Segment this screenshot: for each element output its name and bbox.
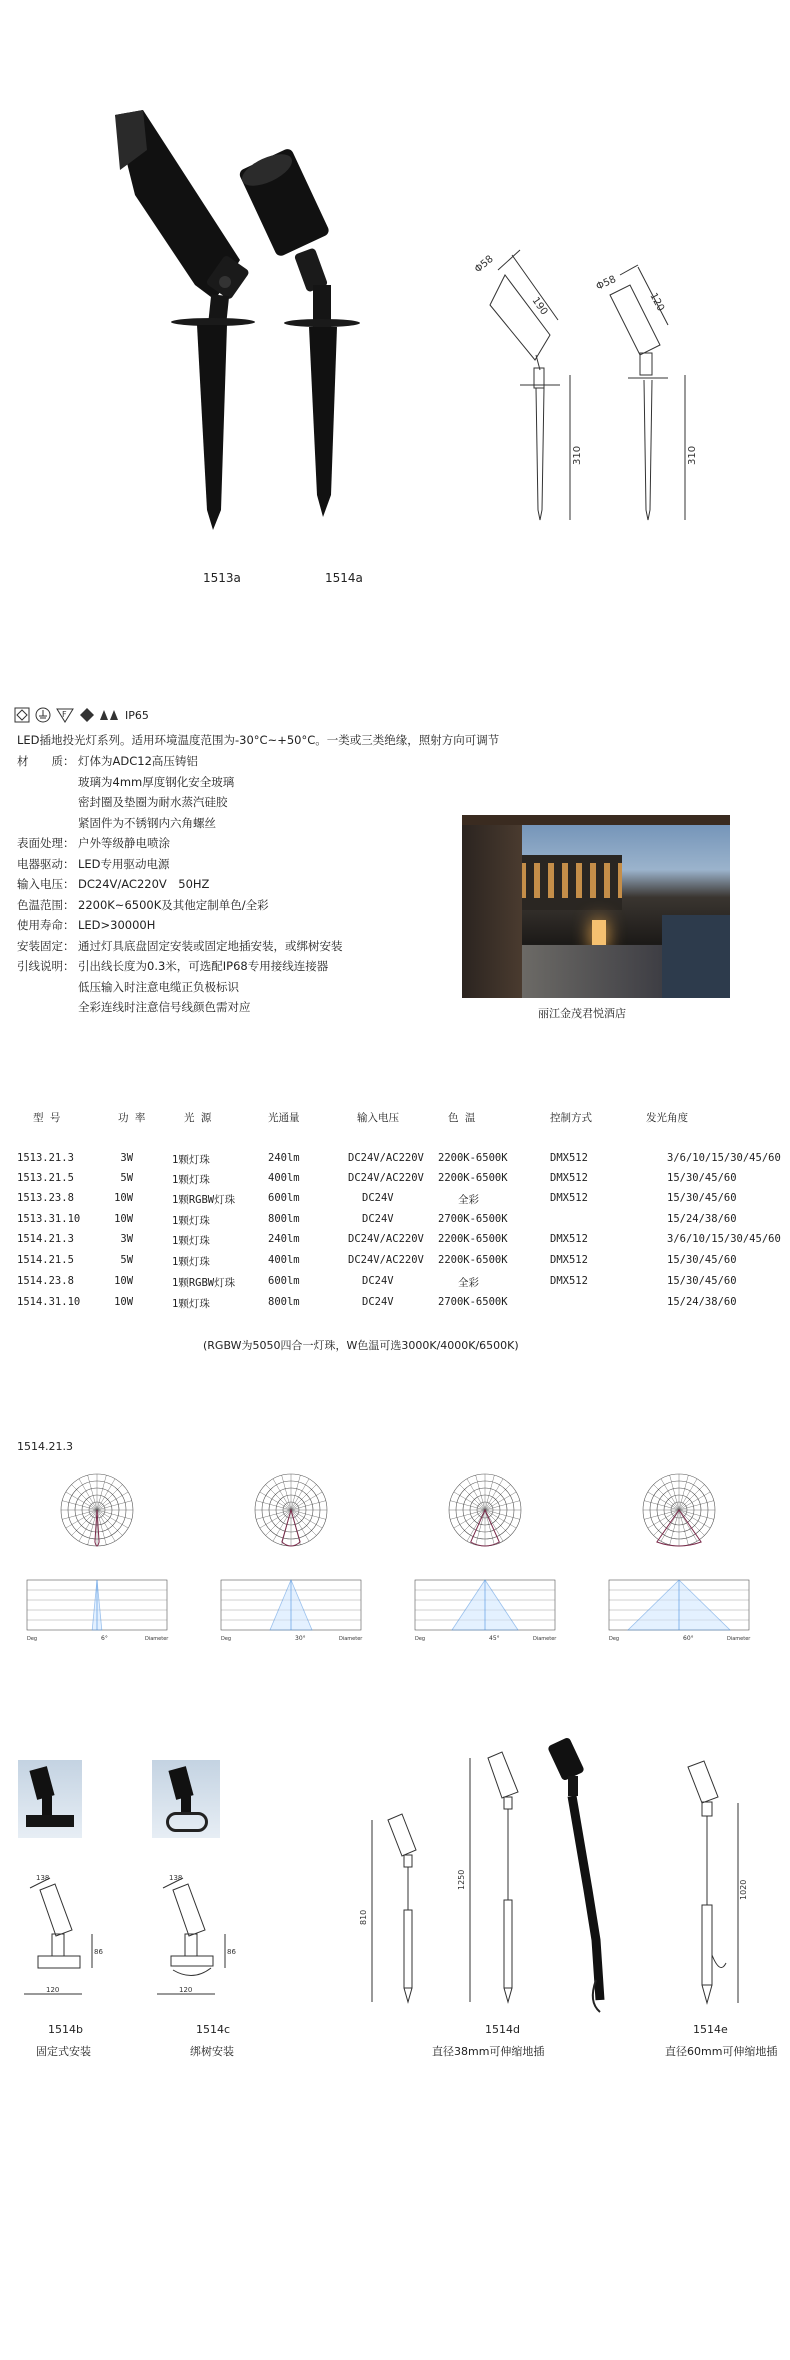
table-cell: 1颗RGBW灯珠 xyxy=(172,1277,236,1289)
table-cell: 800lm xyxy=(268,1296,300,1308)
spec-value: 密封圈及垫圈为耐水蒸汽硅胶 xyxy=(78,795,228,809)
install-label-1514d: 直径38mm可伸缩地插 xyxy=(432,2045,545,2058)
install-code-1514d: 1514d xyxy=(485,2023,520,2036)
table-cell: DC24V xyxy=(362,1192,394,1204)
install-code-1514e: 1514e xyxy=(693,2023,728,2036)
diameter-label: Diameter xyxy=(533,1636,557,1642)
spec-row xyxy=(17,813,457,834)
table-header-cell: 发光角度 xyxy=(646,1112,688,1124)
dim-height-1: 310 xyxy=(572,445,583,465)
table-cell: 1514.31.10 xyxy=(17,1296,81,1308)
install-label-1514c: 绑树安装 xyxy=(190,2045,234,2058)
spec-key: 安装固定： xyxy=(17,938,75,953)
dim-b-h2: 86 xyxy=(94,1948,103,1956)
install-photo-1514c xyxy=(152,1760,220,1838)
table-cell: 全彩 xyxy=(458,1277,479,1289)
ip-rating: IP65 xyxy=(125,708,149,722)
deg-label: Deg xyxy=(27,1636,38,1642)
dim-b-w: 120 xyxy=(46,1986,60,1994)
dim-e: 1020 xyxy=(739,1879,748,1900)
table-cell: 600lm xyxy=(268,1192,300,1204)
table-cell: DC24V/AC220V xyxy=(348,1172,424,1184)
table-cell: 2700K-6500K xyxy=(438,1213,508,1225)
dim-d-short: 810 xyxy=(359,1909,368,1925)
dim-diameter-1: Φ58 xyxy=(472,253,496,276)
table-header-cell: 控制方式 xyxy=(550,1112,592,1124)
table-cell: DC24V/AC220V xyxy=(348,1254,424,1266)
spec-row xyxy=(17,874,457,895)
table-cell: DC24V/AC220V xyxy=(348,1152,424,1164)
deg-label: Deg xyxy=(221,1636,232,1642)
spec-key: 输入电压： xyxy=(17,877,75,891)
install-label-1514e: 直径60mm可伸缩地插 xyxy=(665,2045,778,2058)
cert-icons xyxy=(14,707,149,723)
table-cell: 1514.21.5 xyxy=(17,1254,74,1266)
product-code-1514a: 1514a xyxy=(325,571,363,585)
photometric-chart xyxy=(211,1470,371,1660)
product-code-1513a: 1513a xyxy=(203,571,241,585)
beam-angle-label: 30° xyxy=(295,1635,306,1642)
product-photo-1513a xyxy=(95,110,245,540)
table-cell: 3W xyxy=(120,1233,134,1245)
table-cell: 1513.21.3 xyxy=(17,1152,74,1164)
spec-row xyxy=(17,751,457,772)
diameter-label: Diameter xyxy=(145,1636,169,1642)
spec-value: LED专用驱动电源 xyxy=(78,856,170,871)
install-drawing-1514b xyxy=(10,1870,110,2010)
table-cell: DMX512 xyxy=(550,1152,588,1164)
dim-height-2: 310 xyxy=(687,445,698,465)
table-cell: DMX512 xyxy=(550,1275,588,1287)
f-mark-icon xyxy=(56,707,74,723)
table-cell: 800lm xyxy=(268,1213,300,1225)
install-drawing-1514e xyxy=(660,1755,760,2015)
table-cell: 10W xyxy=(114,1275,134,1287)
spec-key: 使用寿命： xyxy=(17,918,75,932)
spec-value: 户外等级静电喷涂 xyxy=(78,836,170,850)
table-cell: 1颗灯珠 xyxy=(172,1215,210,1227)
table-cell: 15/30/45/60 xyxy=(667,1172,737,1184)
dim-length-1: 190 xyxy=(529,295,550,318)
table-cell: DC24V xyxy=(362,1296,394,1308)
table-cell: 1514.23.8 xyxy=(17,1275,74,1287)
table-cell: 1513.23.8 xyxy=(17,1192,74,1204)
spec-row xyxy=(17,833,457,854)
table-cell: 2200K-6500K xyxy=(438,1172,508,1184)
rain-icon xyxy=(100,707,120,723)
spec-value: DC24V/AC220V 50HZ xyxy=(78,877,210,891)
dimension-drawing xyxy=(470,245,730,535)
spec-value: 玻璃为4mm厚度钢化安全玻璃 xyxy=(78,774,235,789)
earth-icon xyxy=(35,707,51,723)
svg-text:F: F xyxy=(62,710,67,719)
dim-c-h1: 138 xyxy=(169,1874,183,1882)
class-three-icon xyxy=(14,707,30,723)
spec-row xyxy=(17,792,457,813)
table-cell: 15/24/38/60 xyxy=(667,1296,737,1308)
deg-label: Deg xyxy=(415,1636,426,1642)
dim-diameter-2: Φ58 xyxy=(594,274,618,293)
install-label-1514b: 固定式安装 xyxy=(36,2045,91,2058)
spec-value: 全彩连线时注意信号线颜色需对应 xyxy=(78,1000,251,1014)
table-cell: 3/6/10/15/30/45/60 xyxy=(667,1233,781,1245)
spec-value: 低压输入时注意电缆正负极标识 xyxy=(78,979,239,994)
table-cell: 10W xyxy=(114,1296,134,1308)
table-header-cell: 光通量 xyxy=(268,1112,300,1124)
spec-key: 材 质： xyxy=(17,754,75,768)
table-cell: 1513.21.5 xyxy=(17,1172,74,1184)
table-cell: DC24V/AC220V xyxy=(348,1233,424,1245)
table-header-cell: 功 率 xyxy=(118,1112,146,1124)
table-cell: 1颗灯珠 xyxy=(172,1154,210,1166)
table-cell: 1颗灯珠 xyxy=(172,1298,210,1310)
photometric-model: 1514.21.3 xyxy=(17,1440,73,1453)
table-cell: DMX512 xyxy=(550,1233,588,1245)
table-cell: 1514.21.3 xyxy=(17,1233,74,1245)
table-cell: 240lm xyxy=(268,1233,300,1245)
spec-row xyxy=(17,936,457,957)
photometric-chart xyxy=(405,1470,565,1660)
spec-value: 通过灯具底盘固定安装或固定地插安装，或绑树安装 xyxy=(78,938,343,953)
photometric-chart xyxy=(599,1470,759,1660)
dim-b-h1: 138 xyxy=(36,1874,50,1882)
spec-key: 表面处理： xyxy=(17,836,75,850)
spec-row xyxy=(17,772,457,793)
photometric-charts xyxy=(0,1470,790,1660)
table-cell: DMX512 xyxy=(550,1192,588,1204)
table-cell: 15/30/45/60 xyxy=(667,1254,737,1266)
table-cell: 400lm xyxy=(268,1254,300,1266)
table-cell: DC24V xyxy=(362,1213,394,1225)
table-cell: 15/30/45/60 xyxy=(667,1192,737,1204)
spec-row xyxy=(17,854,457,875)
table-cell: 15/24/38/60 xyxy=(667,1213,737,1225)
table-note: (RGBW为5050四合一灯珠，W色温可选3000K/4000K/6500K) xyxy=(203,1339,519,1352)
table-header-cell: 型 号 xyxy=(33,1112,61,1124)
spec-row xyxy=(17,915,457,936)
spec-table xyxy=(0,1110,790,1340)
table-cell: 400lm xyxy=(268,1172,300,1184)
beam-angle-label: 60° xyxy=(683,1635,694,1642)
spec-list xyxy=(17,751,457,1018)
table-cell: DMX512 xyxy=(550,1172,588,1184)
table-cell: 2200K-6500K xyxy=(438,1233,508,1245)
table-header-cell: 光 源 xyxy=(184,1112,212,1124)
table-header-cell: 输入电压 xyxy=(357,1112,399,1124)
table-cell: 3W xyxy=(120,1152,134,1164)
table-cell: 1颗灯珠 xyxy=(172,1256,210,1268)
dim-length-2: 120 xyxy=(647,291,667,314)
diamond-icon xyxy=(79,707,95,723)
install-code-1514c: 1514c xyxy=(196,2023,231,2036)
diameter-label: Diameter xyxy=(339,1636,363,1642)
spec-value: 紧固件为不锈钢内六角螺丝 xyxy=(78,815,216,830)
table-cell: 3/6/10/15/30/45/60 xyxy=(667,1152,781,1164)
table-cell: 1513.31.10 xyxy=(17,1213,81,1225)
spec-row xyxy=(17,895,457,916)
deg-label: Deg xyxy=(609,1636,620,1642)
table-cell: 240lm xyxy=(268,1152,300,1164)
table-cell: DC24V xyxy=(362,1275,394,1287)
install-code-1514b: 1514b xyxy=(48,2023,83,2036)
photometric-chart xyxy=(17,1470,177,1660)
spec-value: 引出线长度为0.3米，可选配IP68专用接线连接器 xyxy=(78,959,329,973)
table-cell: DMX512 xyxy=(550,1254,588,1266)
table-cell: 5W xyxy=(120,1254,134,1266)
dim-c-h2: 86 xyxy=(227,1948,236,1956)
dim-d-long: 1250 xyxy=(457,1869,466,1890)
table-cell: 1颗灯珠 xyxy=(172,1235,210,1247)
table-cell: 全彩 xyxy=(458,1194,479,1206)
table-cell: 2200K-6500K xyxy=(438,1152,508,1164)
spec-key: 引线说明： xyxy=(17,959,75,973)
install-photo-1514b xyxy=(18,1760,82,1838)
spec-row xyxy=(17,977,457,998)
beam-angle-label: 45° xyxy=(489,1635,500,1642)
install-drawing-1514c xyxy=(143,1870,243,2010)
spec-intro: LED插地投光灯系列。适用环境温度范围为-30°C~+50°C。一类或三类绝缘，照射方向可调节 xyxy=(17,733,500,747)
table-cell: 10W xyxy=(114,1213,134,1225)
install-drawing-1514d xyxy=(360,1740,630,2015)
dim-c-w: 120 xyxy=(179,1986,193,1994)
spec-row xyxy=(17,997,457,1018)
photo-caption: 丽江金茂君悦酒店 xyxy=(538,1007,626,1020)
spec-value: LED>30000H xyxy=(78,918,156,932)
table-cell: 600lm xyxy=(268,1275,300,1287)
beam-angle-label: 6° xyxy=(101,1635,108,1642)
product-photo-1514a xyxy=(245,145,375,545)
spec-key: 色温范围： xyxy=(17,897,75,912)
diameter-label: Diameter xyxy=(727,1636,751,1642)
spec-row xyxy=(17,956,457,977)
table-cell: 10W xyxy=(114,1192,134,1204)
hotel-photo xyxy=(462,815,730,998)
spec-value: 2200K~6500K及其他定制单色/全彩 xyxy=(78,897,269,912)
spec-value: 灯体为ADC12高压铸铝 xyxy=(78,754,198,768)
table-cell: 2700K-6500K xyxy=(438,1296,508,1308)
table-header-cell: 色 温 xyxy=(448,1112,476,1124)
table-cell: 1颗RGBW灯珠 xyxy=(172,1194,236,1206)
table-cell: 1颗灯珠 xyxy=(172,1174,210,1186)
table-cell: 2200K-6500K xyxy=(438,1254,508,1266)
table-cell: 5W xyxy=(120,1172,134,1184)
table-cell: 15/30/45/60 xyxy=(667,1275,737,1287)
spec-key: 电器驱动： xyxy=(17,856,75,871)
